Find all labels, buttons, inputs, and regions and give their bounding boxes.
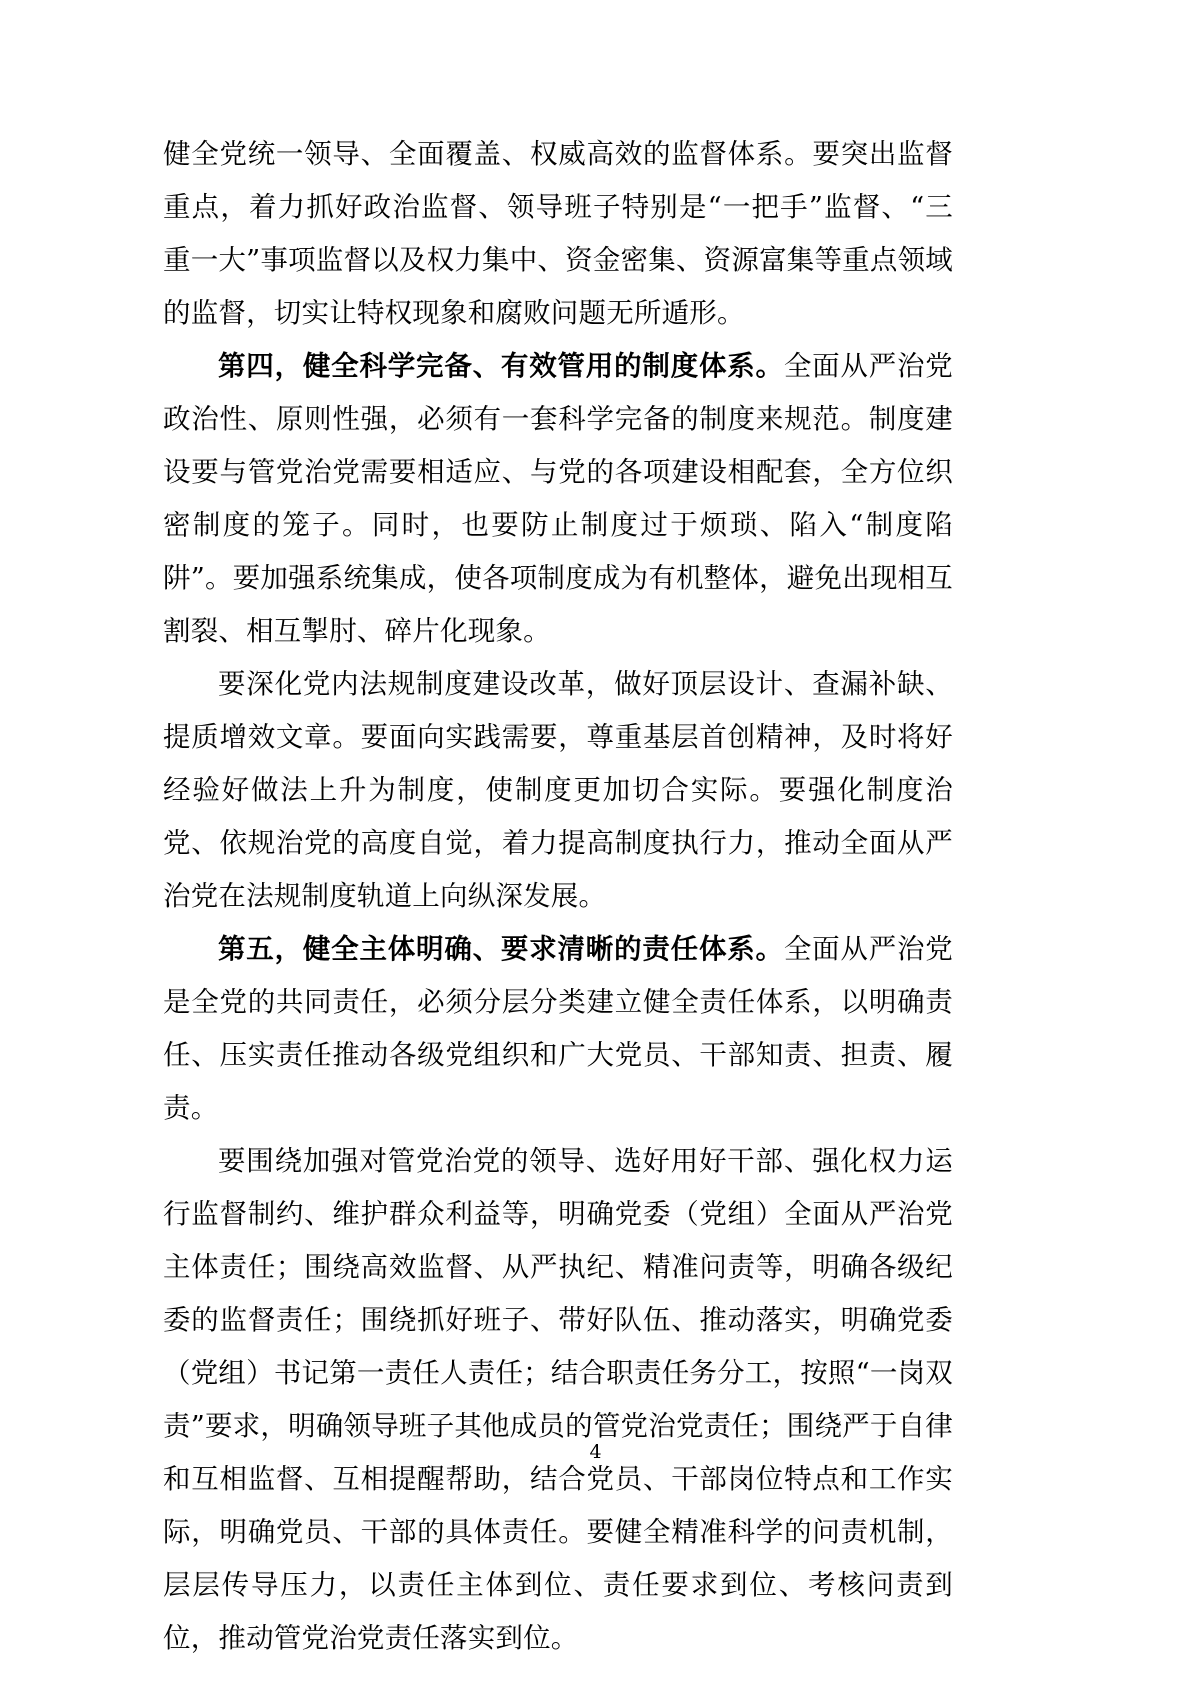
paragraph-1 [163,128,953,340]
paragraph-1-text: 健全党统一领导、全面覆盖、权威高效的监督体系。要突出监督重点，着力抓好政治监督、领导班子特别是“一把手”监督、“三重一大”事项监督以及权力集中、资金密集、资源富集等重点领域的监督，切实让特权现象和腐败问题无所遁形。 [163,138,953,329]
paragraph-2-text: 全面从严治党政治性、原则性强，必须有一套科学完备的制度来规范。制度建设要与管党治党需要相适应、与党的各项建设相配套，全方位织密制度的笼子。同时，也要防止制度过于烦琐、陷入“制度陷阱”。要加强系统集成，使各项制度成为有机整体，避免出现相互割裂、相互掣肘、碎片化现象。 [163,350,954,647]
document-body [163,128,953,1665]
page-number: 4 [589,1441,602,1463]
paragraph-4 [163,923,953,1135]
paragraph-3 [163,658,953,923]
paragraph-3-text: 要深化党内法规制度建设改革，做好顶层设计、查漏补缺、提质增效文章。要面向实践需要，尊重基层首创精神，及时将好经验好做法上升为制度，使制度更加切合实际。要强化制度治党、依规治党的高度自觉，着力提高制度执行力，推动全面从严治党在法规制度轨道上向纵深发展。 [163,668,953,912]
paragraph-4-lead: 第五，健全主体明确、要求清晰的责任体系。 [218,933,784,965]
paragraph-2-lead: 第四，健全科学完备、有效管用的制度体系。 [218,350,784,382]
paragraph-2 [163,340,953,658]
paragraph-4-text: 全面从严治党是全党的共同责任，必须分层分类建立健全责任体系，以明确责任、压实责任推动各级党组织和广大党员、干部知责、担责、履责。 [163,933,954,1124]
paragraph-5-text: 要围绕加强对管党治党的领导、选好用好干部、强化权力运行监督制约、维护群众利益等，明确党委（党组）全面从严治党主体责任；围绕高效监督、从严执纪、精准问责等，明确各级纪委的监督责任；围绕抓好班子、带好队伍、推动落实，明确党委（党组）书记第一责任人责任；结合职责任务分工，按照“一岗双责”要求，明确领导班子其他成员的管党治党责任；围绕严于自律和互相监督、互相提醒帮助，结合党员、干部岗位特点和工作实际，明确党员、干部的具体责任。要健全精准科学的问责机制，层层传导压力，以责任主体到位、责任要求到位、考核问责到位，推动管党治党责任落实到位。 [163,1145,953,1654]
paragraph-5 [163,1135,953,1665]
